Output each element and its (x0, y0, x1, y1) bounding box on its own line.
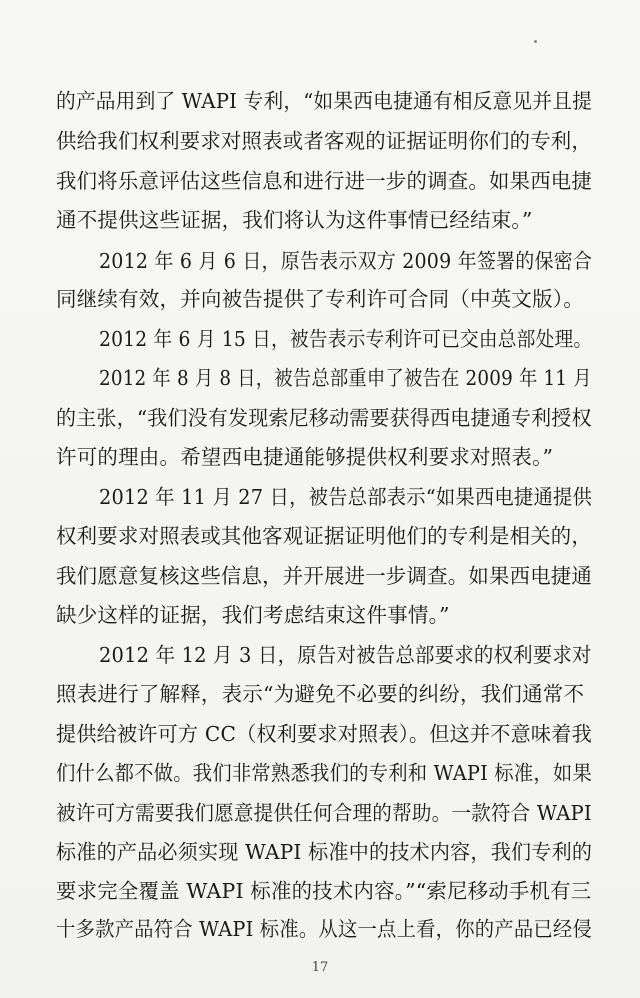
text-line: 2012 年 11 月 27 日，被告总部表示“如果西电捷通提供 (99, 485, 593, 509)
text-line: 缺少这样的证据，我们考虑结束这件事情。” (56, 603, 450, 627)
text-line: 我们将乐意评估这些信息和进行进一步的调查。如果西电捷 (56, 169, 593, 193)
text-line: 2012 年 8 月 8 日，被告总部重申了被告在 2009 年 11 月 (99, 366, 592, 390)
page-number: 17 (311, 960, 329, 975)
text-line: 们什么都不做。我们非常熟悉我们的专利和 WAPI 标准，如果 (56, 761, 592, 785)
text-line: 照表进行了解释，表示“为避免不必要的纠纷，我们通常不 (56, 682, 585, 706)
text-line: 许可的理由。希望西电捷通能够提供权利要求对照表。” (56, 445, 554, 469)
text-line: 十多款产品符合 WAPI 标准。从这一点上看，你的产品已经侵 (56, 917, 592, 941)
text-line: 2012 年 6 月 6 日，原告表示双方 2009 年签署的保密合 (99, 249, 593, 273)
text-line: 标准的产品必须实现 WAPI 标准中的技术内容，我们专利的 (56, 840, 593, 864)
text-line: 的主张，“我们没有发现索尼移动需要获得西电捷通专利授权 (56, 406, 592, 430)
text-line: 我们愿意复核这些信息，并开展进一步调查。如果西电捷通 (56, 564, 593, 588)
text-line: 2012 年 12 月 3 日，原告对被告总部要求的权利要求对 (99, 643, 592, 667)
text-line: 被许可方需要我们愿意提供任何合理的帮助。一款符合 WAPI (56, 801, 592, 825)
text-line: 权利要求对照表或其他客观证据证明他们的专利是相关的， (56, 524, 593, 548)
text-line: 要求完全覆盖 WAPI 标准的技术内容。”“索尼移动手机有三 (56, 879, 592, 903)
scan-speck (534, 40, 537, 43)
text-line: 2012 年 6 月 15 日，被告表示专利许可已交由总部处理。 (99, 327, 593, 351)
text-line: 提供给被许可方 CC（权利要求对照表）。但这并不意味着我 (56, 722, 592, 746)
text-line: 供给我们权利要求对照表或者客观的证据证明你们的专利， (56, 129, 593, 153)
text-line: 的产品用到了 WAPI 专利，“如果西电捷通有相反意见并且提 (56, 89, 593, 113)
text-line: 通不提供这些证据，我们将认为这件事情已经结束。” (56, 208, 533, 232)
text-line: 同继续有效，并向被告提供了专利许可合同（中英文版）。 (56, 287, 584, 311)
